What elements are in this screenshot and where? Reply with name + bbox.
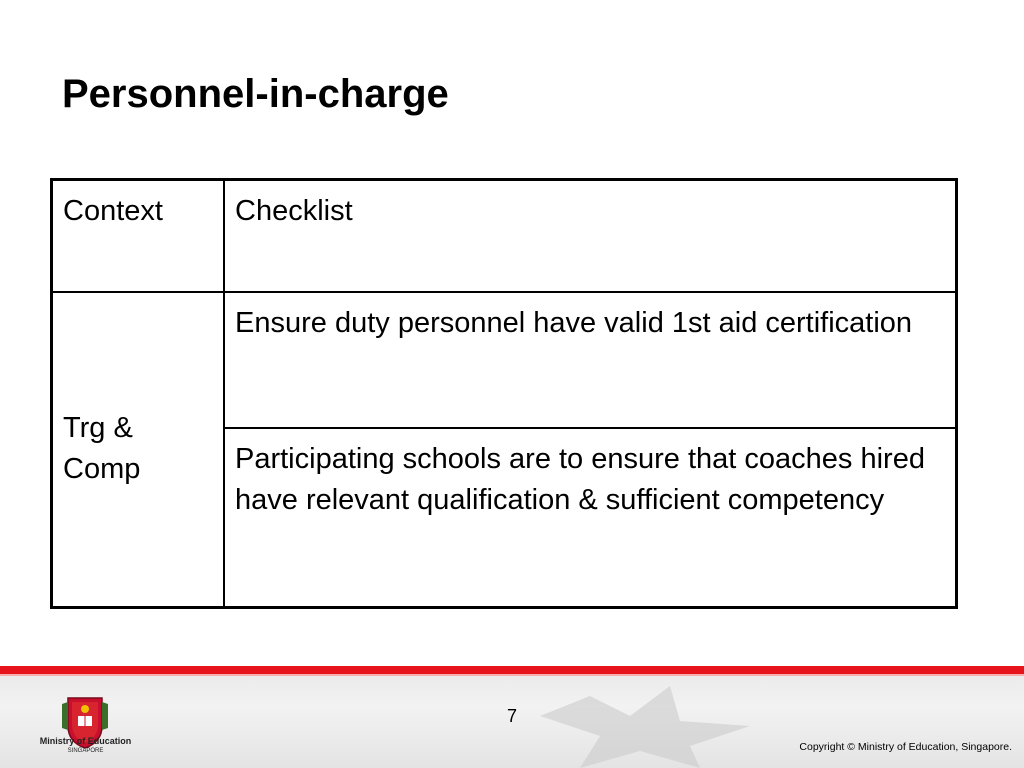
ministry-name: Ministry of Education bbox=[39, 736, 132, 746]
copyright-notice: Copyright © Ministry of Education, Singapore. bbox=[799, 741, 1012, 753]
footer-accent-line bbox=[0, 674, 1024, 676]
checklist-table bbox=[50, 178, 958, 609]
page-number: 7 bbox=[506, 706, 517, 726]
checklist-item-2: Participating schools are to ensure that coaches hired have relevant qualification & sufficient competency bbox=[224, 428, 957, 608]
footer-accent-bar bbox=[0, 666, 1024, 674]
table-header-row bbox=[52, 180, 957, 292]
context-cell: Trg & Comp bbox=[52, 292, 225, 608]
ministry-logo-text bbox=[38, 736, 133, 756]
starfish-watermark bbox=[520, 676, 780, 768]
ministry-country: SINGAPORE bbox=[67, 748, 104, 754]
table-row bbox=[52, 292, 957, 428]
header-context: Context bbox=[52, 180, 225, 292]
checklist-item-1: Ensure duty personnel have valid 1st aid certification bbox=[224, 292, 957, 428]
header-checklist: Checklist bbox=[224, 180, 957, 292]
slide-title: Personnel-in-charge bbox=[62, 72, 449, 116]
